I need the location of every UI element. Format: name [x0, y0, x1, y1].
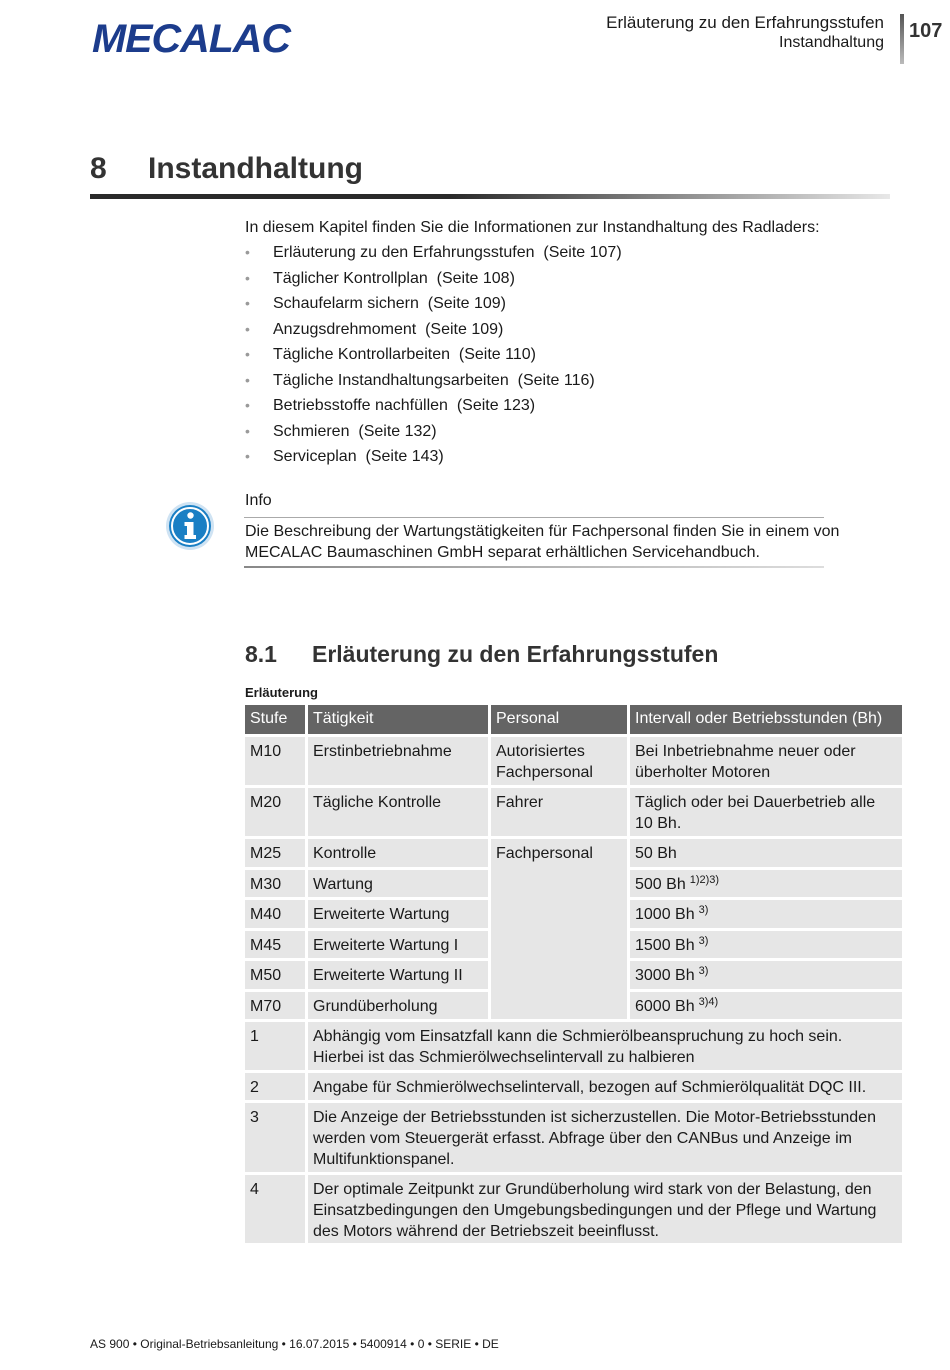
- table-cell-intervall: [630, 870, 902, 897]
- page-footer: AS 900 • Original-Betriebsanleitung • 16.07.2015 • 5400914 • 0 • SERIE • DE: [90, 1337, 499, 1351]
- interval-value: 6000 Bh: [635, 998, 695, 1015]
- section-number: 8.1: [245, 641, 277, 667]
- footnote-number: 1: [245, 1022, 305, 1070]
- table-cell-personal: Autorisiertes Fachpersonal: [491, 737, 627, 785]
- table-cell-taetigkeit: Tägliche Kontrolle: [308, 788, 488, 836]
- footnote-number: 2: [245, 1073, 305, 1100]
- footnote-ref: 3)4): [698, 996, 719, 1008]
- table-cell-personal: Fahrer: [491, 788, 627, 836]
- info-icon: [165, 501, 215, 551]
- info-text: Die Beschreibung der Wartungstätigkeiten für Fachpersonal finden Sie in einem von MECALAC Baumaschinen GmbH separat erhältlichen Servicehandbuch.: [245, 523, 840, 561]
- table-cell-intervall: Täglich oder bei Dauerbetrieb alle 10 Bh.: [630, 788, 902, 836]
- table-cell-intervall: [630, 992, 902, 1019]
- interval-value: 3000 Bh: [635, 967, 695, 984]
- table-cell-stufe: M30: [245, 870, 305, 897]
- toc-item[interactable]: • Betriebsstoffe nachfüllen (Seite 123): [245, 395, 622, 421]
- table-caption: Erläuterung: [245, 685, 318, 700]
- table-cell-taetigkeit: Grundüberholung: [308, 992, 488, 1019]
- table-cell-stufe: M40: [245, 900, 305, 928]
- table-cell-intervall: 50 Bh: [630, 839, 902, 867]
- footnote-number: 3: [245, 1103, 305, 1172]
- table-cell-stufe: M20: [245, 788, 305, 836]
- page-number: 107: [909, 20, 943, 42]
- footnote-ref: 3): [698, 935, 709, 947]
- chapter-toc: [245, 242, 622, 472]
- table-cell-taetigkeit: Wartung: [308, 870, 488, 897]
- info-divider-bottom: [244, 566, 824, 568]
- table-cell-personal-merged: Fachpersonal: [491, 839, 627, 1019]
- info-divider-top: [244, 517, 824, 518]
- chapter-rule: [90, 194, 890, 199]
- section-title: Erläuterung zu den Erfahrungsstufen: [312, 641, 719, 667]
- svg-text:MECALAC: MECALAC: [92, 17, 292, 60]
- table-cell-stufe: M50: [245, 961, 305, 989]
- footnote-text: Abhängig vom Einsatzfall kann die Schmierölbeanspruchung zu hoch sein. Hierbei ist das Schmierölwechselintervall zu halbieren: [308, 1022, 902, 1070]
- footnote-number: 4: [245, 1175, 305, 1243]
- table-cell-stufe: M25: [245, 839, 305, 867]
- chapter-intro: In diesem Kapitel finden Sie die Informationen zur Instandhaltung des Radladers:: [245, 219, 820, 236]
- table-cell-stufe: M10: [245, 737, 305, 785]
- interval-value: 500 Bh: [635, 876, 686, 893]
- table-cell-taetigkeit: Erstinbetriebnahme: [308, 737, 488, 785]
- table-cell-intervall: [630, 931, 902, 958]
- footnote-text: Die Anzeige der Betriebsstunden ist sicherzustellen. Die Motor-Betriebsstunden werden vom Steuergerät erfasst. Abfrage über den CANBus und Anzeige im Multifunktionspanel.: [308, 1103, 902, 1172]
- table-cell-stufe: M70: [245, 992, 305, 1019]
- table-cell-taetigkeit: Kontrolle: [308, 839, 488, 867]
- column-header-personal: Personal: [491, 705, 627, 734]
- column-header-intervall: Intervall oder Betriebsstunden (Bh): [630, 705, 902, 734]
- column-header-taetigkeit: Tätigkeit: [308, 705, 488, 734]
- interval-value: 1500 Bh: [635, 937, 695, 954]
- toc-item[interactable]: • Täglicher Kontrollplan (Seite 108): [245, 268, 622, 294]
- table-cell-stufe: M45: [245, 931, 305, 958]
- header-subtitle: Instandhaltung: [779, 34, 884, 51]
- footnote-text: Der optimale Zeitpunkt zur Grundüberholung wird stark von der Belastung, den Einsatzbedingungen den Umgebungsbedingungen und der Pflege und Wartung des Motors während der Betriebszeit beeinflusst.: [308, 1175, 902, 1243]
- interval-value: 1000 Bh: [635, 906, 695, 923]
- info-label: Info: [245, 492, 272, 509]
- toc-item[interactable]: • Schaufelarm sichern (Seite 109): [245, 293, 622, 319]
- running-header: [606, 13, 884, 53]
- column-header-stufe: Stufe: [245, 705, 305, 734]
- toc-item[interactable]: • Anzugsdrehmoment (Seite 109): [245, 319, 622, 345]
- toc-item[interactable]: • Tägliche Kontrollarbeiten (Seite 110): [245, 344, 622, 370]
- toc-item[interactable]: • Erläuterung zu den Erfahrungsstufen (Seite 107): [245, 242, 622, 268]
- table-cell-taetigkeit: Erweiterte Wartung: [308, 900, 488, 928]
- toc-item[interactable]: • Schmieren (Seite 132): [245, 421, 622, 447]
- mecalac-logo: [92, 14, 292, 60]
- footnote-ref: 1)2)3): [689, 874, 720, 886]
- table-cell-taetigkeit: Erweiterte Wartung I: [308, 931, 488, 958]
- table-cell-taetigkeit: Erweiterte Wartung II: [308, 961, 488, 989]
- chapter-number: 8: [90, 152, 107, 185]
- table-cell-intervall: Bei Inbetriebnahme neuer oder überholter Motoren: [630, 737, 902, 785]
- header-title: Erläuterung zu den Erfahrungsstufen: [606, 13, 884, 32]
- header-divider: [900, 14, 904, 64]
- table-cell-intervall: [630, 900, 902, 928]
- footnote-text: Angabe für Schmierölwechselintervall, bezogen auf Schmierölqualität DQC III.: [308, 1073, 902, 1100]
- table-cell-intervall: [630, 961, 902, 989]
- chapter-title: Instandhaltung: [148, 152, 363, 185]
- footnote-ref: 3): [698, 904, 709, 916]
- toc-item[interactable]: • Serviceplan (Seite 143): [245, 446, 622, 472]
- footnote-ref: 3): [698, 965, 709, 977]
- toc-item[interactable]: • Tägliche Instandhaltungsarbeiten (Seite 116): [245, 370, 622, 396]
